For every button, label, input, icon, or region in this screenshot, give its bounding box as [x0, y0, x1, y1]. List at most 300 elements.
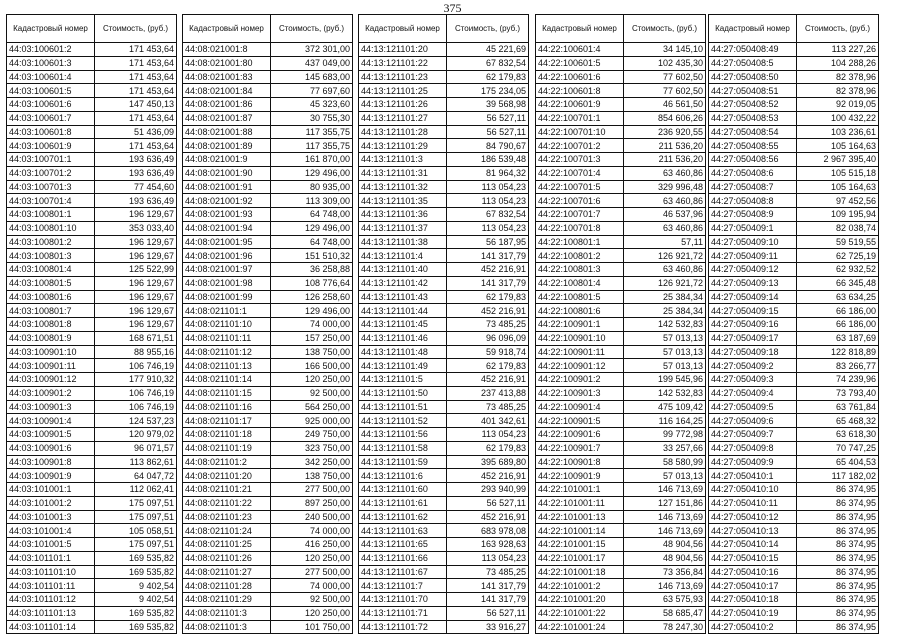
cost-cell: 141 317,79: [447, 276, 529, 290]
cadastral-number-cell: 44:03:100801:8: [7, 318, 95, 332]
cadastral-number-cell: 44:08:021101:1: [183, 304, 271, 318]
table-row: [7, 56, 177, 70]
cadastral-number-cell: 44:08:021101:28: [183, 579, 271, 593]
cost-cell: 171 453,64: [95, 56, 177, 70]
table-row: [359, 304, 529, 318]
cadastral-number-cell: 44:27:050408:50: [709, 70, 797, 84]
cadastral-number-cell: 44:03:100901:6: [7, 441, 95, 455]
cost-cell: 86 374,95: [797, 496, 879, 510]
cadastral-number-cell: 44:13:121101:51: [359, 400, 447, 414]
cost-cell: 171 453,64: [95, 139, 177, 153]
table-row: [183, 538, 353, 552]
cost-cell: 82 378,96: [797, 70, 879, 84]
table-row: [7, 139, 177, 153]
cadastral-number-cell: 44:08:021101:26: [183, 551, 271, 565]
table-row: [536, 180, 706, 194]
cadastral-number-cell: 44:08:021001:90: [183, 166, 271, 180]
cadastral-number-cell: 44:03:100801:1: [7, 208, 95, 222]
cost-cell: 106 746,19: [95, 400, 177, 414]
cost-cell: 112 062,41: [95, 483, 177, 497]
table-row: [536, 428, 706, 442]
cadastral-number-cell: 44:13:121101:63: [359, 524, 447, 538]
cost-cell: 56 527,11: [447, 111, 529, 125]
cadastral-number-cell: 44:22:100901:3: [536, 386, 624, 400]
cadastral-number-cell: 44:08:021101:3: [183, 620, 271, 634]
table-row: [183, 620, 353, 634]
cadastral-number-cell: 44:22:100701:5: [536, 180, 624, 194]
table-row: [709, 249, 879, 263]
cost-cell: 46 561,50: [624, 98, 706, 112]
cost-cell: 564 250,00: [271, 400, 353, 414]
table-row: [709, 606, 879, 620]
cadastral-number-cell: 44:27:050408:52: [709, 98, 797, 112]
table-row: [709, 70, 879, 84]
cost-cell: 175 234,05: [447, 84, 529, 98]
cost-cell: 157 250,00: [271, 331, 353, 345]
cost-cell: 59 918,74: [447, 345, 529, 359]
table-row: [7, 111, 177, 125]
cost-cell: 63 460,86: [624, 221, 706, 235]
cadastral-number-cell: 44:27:050408:9: [709, 208, 797, 222]
table-row: [709, 565, 879, 579]
table-row: [709, 496, 879, 510]
cost-cell: 82 038,74: [797, 221, 879, 235]
table-row: [7, 469, 177, 483]
cost-cell: 48 904,56: [624, 538, 706, 552]
cost-cell: 199 545,96: [624, 373, 706, 387]
table-row: [709, 221, 879, 235]
cadastral-number-cell: 44:13:121101:49: [359, 359, 447, 373]
cost-cell: 9 402,54: [95, 593, 177, 607]
cost-cell: 66 345,48: [797, 276, 879, 290]
cadastral-number-cell: 44:22:100801:6: [536, 304, 624, 318]
cost-cell: 169 535,82: [95, 620, 177, 634]
cadastral-number-cell: 44:03:101001:4: [7, 524, 95, 538]
cadastral-number-cell: 44:27:050408:8: [709, 194, 797, 208]
cost-cell: 33 257,66: [624, 441, 706, 455]
cost-cell: 57 013,13: [624, 345, 706, 359]
header-cadastral-number: Кадастровый номер: [359, 15, 447, 43]
table-row: [7, 606, 177, 620]
cost-cell: 277 500,00: [271, 483, 353, 497]
cadastral-number-cell: 44:03:100901:12: [7, 373, 95, 387]
cost-cell: 166 500,00: [271, 359, 353, 373]
cost-cell: 67 832,54: [447, 56, 529, 70]
table-row: [536, 276, 706, 290]
cadastral-number-cell: 44:22:100801:5: [536, 290, 624, 304]
table-row: [183, 98, 353, 112]
table-row: [7, 496, 177, 510]
cadastral-number-cell: 44:03:101001:1: [7, 483, 95, 497]
cadastral-number-cell: 44:22:100901:10: [536, 331, 624, 345]
table-row: [536, 593, 706, 607]
cost-cell: 108 776,64: [271, 276, 353, 290]
table-row: [709, 111, 879, 125]
table-row: [183, 496, 353, 510]
cadastral-number-cell: 44:03:100801:7: [7, 304, 95, 318]
cost-cell: 62 932,52: [797, 263, 879, 277]
cost-cell: 168 671,51: [95, 331, 177, 345]
cost-cell: 146 713,69: [624, 510, 706, 524]
cadastral-number-cell: 44:22:101001:1: [536, 483, 624, 497]
cost-cell: 88 955,16: [95, 345, 177, 359]
table-row: [536, 70, 706, 84]
table-row: [7, 538, 177, 552]
cost-cell: 30 755,30: [271, 111, 353, 125]
cost-cell: 175 097,51: [95, 538, 177, 552]
cadastral-number-cell: 44:08:021101:11: [183, 331, 271, 345]
table-row: [536, 400, 706, 414]
cadastral-number-cell: 44:22:100901:12: [536, 359, 624, 373]
table-row: [536, 318, 706, 332]
table-row: [359, 125, 529, 139]
cadastral-number-cell: 44:03:100601:5: [7, 84, 95, 98]
cost-cell: 74 000,00: [271, 318, 353, 332]
table-row: [709, 593, 879, 607]
cost-cell: 125 522,99: [95, 263, 177, 277]
cost-cell: 64 748,00: [271, 235, 353, 249]
cadastral-number-cell: 44:13:121101:26: [359, 98, 447, 112]
cost-cell: 113 054,23: [447, 551, 529, 565]
cadastral-number-cell: 44:03:100601:9: [7, 139, 95, 153]
cadastral-number-cell: 44:03:100901:10: [7, 345, 95, 359]
header-cadastral-number: Кадастровый номер: [536, 15, 624, 43]
table-row: [7, 359, 177, 373]
cost-cell: 342 250,00: [271, 455, 353, 469]
table-row: [7, 441, 177, 455]
table-row: [709, 441, 879, 455]
cost-cell: 56 187,95: [447, 235, 529, 249]
table-row: [183, 111, 353, 125]
table-row: [7, 510, 177, 524]
table-row: [7, 263, 177, 277]
cadastral-number-cell: 44:03:101001:2: [7, 496, 95, 510]
cadastral-number-cell: 44:27:050408:53: [709, 111, 797, 125]
table-row: [709, 538, 879, 552]
cadastral-number-cell: 44:03:100901:3: [7, 400, 95, 414]
cadastral-number-cell: 44:03:100801:2: [7, 235, 95, 249]
cost-cell: 175 097,51: [95, 496, 177, 510]
cadastral-number-cell: 44:08:021001:98: [183, 276, 271, 290]
cadastral-number-cell: 44:03:100701:3: [7, 180, 95, 194]
cost-cell: 122 818,89: [797, 345, 879, 359]
cadastral-number-cell: 44:22:100601:8: [536, 84, 624, 98]
table-row: [536, 304, 706, 318]
table-row: [7, 276, 177, 290]
table-row: [709, 180, 879, 194]
cadastral-number-cell: 44:13:121101:3: [359, 153, 447, 167]
cost-cell: 70 747,25: [797, 441, 879, 455]
cadastral-number-cell: 44:03:100801:4: [7, 263, 95, 277]
table-row: [7, 551, 177, 565]
table-row: [7, 194, 177, 208]
cadastral-number-cell: 44:03:100801:9: [7, 331, 95, 345]
table-row: [709, 125, 879, 139]
cadastral-number-cell: 44:22:100601:9: [536, 98, 624, 112]
cost-cell: 25 384,34: [624, 290, 706, 304]
cost-cell: 142 532,83: [624, 386, 706, 400]
cost-cell: 169 535,82: [95, 565, 177, 579]
cost-cell: 129 496,00: [271, 304, 353, 318]
cadastral-number-cell: 44:13:121101:44: [359, 304, 447, 318]
cadastral-number-cell: 44:08:021001:84: [183, 84, 271, 98]
cost-cell: 101 750,00: [271, 620, 353, 634]
table-row: [359, 84, 529, 98]
cadastral-number-cell: 44:08:021101:18: [183, 428, 271, 442]
cost-cell: 74 239,96: [797, 373, 879, 387]
cost-cell: 120 979,02: [95, 428, 177, 442]
table-row: [359, 139, 529, 153]
cost-cell: 237 413,88: [447, 386, 529, 400]
cadastral-number-cell: 44:22:100801:1: [536, 235, 624, 249]
table-row: [359, 70, 529, 84]
page-number: 375: [443, 1, 462, 15]
cost-cell: 46 537,96: [624, 208, 706, 222]
cadastral-number-cell: 44:27:050410:17: [709, 579, 797, 593]
cadastral-number-cell: 44:13:121101:32: [359, 180, 447, 194]
table-row: [536, 263, 706, 277]
cadastral-number-cell: 44:27:050408:51: [709, 84, 797, 98]
cadastral-number-cell: 44:13:121101:62: [359, 510, 447, 524]
table-row: [359, 180, 529, 194]
cost-cell: 113 862,61: [95, 455, 177, 469]
cadastral-number-cell: 44:27:050410:15: [709, 551, 797, 565]
cadastral-number-cell: 44:22:100901:2: [536, 373, 624, 387]
cost-cell: 86 374,95: [797, 606, 879, 620]
cost-cell: 126 921,72: [624, 249, 706, 263]
table-row: [183, 235, 353, 249]
cadastral-number-cell: 44:13:121101:52: [359, 414, 447, 428]
cadastral-number-cell: 44:03:100801:10: [7, 221, 95, 235]
cost-cell: 63 575,93: [624, 593, 706, 607]
cadastral-number-cell: 44:13:121101:50: [359, 386, 447, 400]
cost-cell: 175 097,51: [95, 510, 177, 524]
table-row: [183, 565, 353, 579]
cost-cell: 56 527,11: [447, 125, 529, 139]
cadastral-number-cell: 44:27:050410:19: [709, 606, 797, 620]
cost-cell: 437 049,00: [271, 56, 353, 70]
table-row: [359, 98, 529, 112]
cadastral-number-cell: 44:03:100601:6: [7, 98, 95, 112]
cadastral-number-cell: 44:13:121101:5: [359, 373, 447, 387]
cadastral-number-cell: 44:22:100901:11: [536, 345, 624, 359]
cadastral-number-cell: 44:13:121101:40: [359, 263, 447, 277]
table-row: [359, 538, 529, 552]
cadastral-number-cell: 44:03:100701:2: [7, 166, 95, 180]
cadastral-number-cell: 44:08:021001:93: [183, 208, 271, 222]
table-row: [7, 98, 177, 112]
cadastral-number-cell: 44:03:101101:1: [7, 551, 95, 565]
table-row: [183, 386, 353, 400]
cost-cell: 62 179,83: [447, 441, 529, 455]
cadastral-number-cell: 44:22:100601:4: [536, 43, 624, 57]
cadastral-number-cell: 44:13:121101:36: [359, 208, 447, 222]
cost-cell: 64 748,00: [271, 208, 353, 222]
cadastral-number-cell: 44:22:100801:2: [536, 249, 624, 263]
cadastral-number-cell: 44:22:100601:6: [536, 70, 624, 84]
cadastral-number-cell: 44:08:021001:97: [183, 263, 271, 277]
cost-cell: 39 568,98: [447, 98, 529, 112]
table-row: [359, 496, 529, 510]
cost-cell: 146 713,69: [624, 483, 706, 497]
cost-cell: 9 402,54: [95, 579, 177, 593]
cadastral-number-cell: 44:22:100801:3: [536, 263, 624, 277]
cadastral-number-cell: 44:08:021101:13: [183, 359, 271, 373]
cost-cell: 120 250,00: [271, 373, 353, 387]
cost-cell: 395 689,80: [447, 455, 529, 469]
cost-cell: 77 602,50: [624, 84, 706, 98]
cost-cell: 66 186,00: [797, 304, 879, 318]
cost-cell: 105 515,18: [797, 166, 879, 180]
table-row: [709, 276, 879, 290]
cost-cell: 113 054,23: [447, 180, 529, 194]
cost-cell: 86 374,95: [797, 483, 879, 497]
cadastral-number-cell: 44:13:121101:71: [359, 606, 447, 620]
cost-cell: 92 500,00: [271, 386, 353, 400]
cost-cell: 92 019,05: [797, 98, 879, 112]
cost-cell: 113 227,26: [797, 43, 879, 57]
table-row: [7, 331, 177, 345]
table-row: [709, 620, 879, 634]
cost-cell: 63 187,69: [797, 331, 879, 345]
table-row: [183, 510, 353, 524]
cost-cell: 323 750,00: [271, 441, 353, 455]
table-row: [709, 43, 879, 57]
table-row: [709, 428, 879, 442]
cadastral-number-cell: 44:27:050410:18: [709, 593, 797, 607]
cadastral-number-cell: 44:27:050409:3: [709, 373, 797, 387]
cost-cell: 106 746,19: [95, 386, 177, 400]
table-row: [359, 579, 529, 593]
cost-cell: 161 870,00: [271, 153, 353, 167]
cadastral-number-cell: 44:27:050409:5: [709, 400, 797, 414]
cost-cell: 116 164,25: [624, 414, 706, 428]
table-row: [709, 318, 879, 332]
header-cost: Стоимость, (руб.): [624, 15, 706, 43]
cadastral-number-cell: 44:27:050408:5: [709, 56, 797, 70]
table-row: [536, 290, 706, 304]
table-row: [183, 483, 353, 497]
cost-cell: 65 404,53: [797, 455, 879, 469]
cadastral-number-cell: 44:08:021101:15: [183, 386, 271, 400]
header-cost: Стоимость, (руб.): [797, 15, 879, 43]
cadastral-number-cell: 44:08:021101:2: [183, 455, 271, 469]
table-row: [359, 414, 529, 428]
cadastral-number-cell: 44:03:100801:3: [7, 249, 95, 263]
cost-cell: 33 916,27: [447, 620, 529, 634]
cadastral-number-cell: 44:27:050409:17: [709, 331, 797, 345]
header-cadastral-number: Кадастровый номер: [709, 15, 797, 43]
table-row: [536, 620, 706, 634]
cost-cell: 73 485,25: [447, 318, 529, 332]
table-row: [359, 235, 529, 249]
cost-cell: 452 216,91: [447, 469, 529, 483]
table-row: [536, 565, 706, 579]
table-row: [183, 166, 353, 180]
table-row: [536, 43, 706, 57]
table-row: [536, 235, 706, 249]
cost-cell: 196 129,67: [95, 235, 177, 249]
table-row: [7, 235, 177, 249]
cadastral-number-cell: 44:22:100901:6: [536, 428, 624, 442]
table-row: [183, 373, 353, 387]
cadastral-number-cell: 44:13:121101:6: [359, 469, 447, 483]
cadastral-number-cell: 44:08:021001:99: [183, 290, 271, 304]
cost-cell: 86 374,95: [797, 510, 879, 524]
cadastral-number-cell: 44:22:101001:2: [536, 579, 624, 593]
table-row: [536, 139, 706, 153]
cadastral-number-cell: 44:22:101001:17: [536, 551, 624, 565]
cadastral-number-cell: 44:13:121101:20: [359, 43, 447, 57]
cost-cell: 77 697,60: [271, 84, 353, 98]
cost-cell: 104 288,26: [797, 56, 879, 70]
cadastral-number-cell: 44:03:100901:4: [7, 414, 95, 428]
table-row: [7, 318, 177, 332]
table-row: [7, 593, 177, 607]
cost-cell: 236 920,55: [624, 125, 706, 139]
table-row: [536, 455, 706, 469]
table-row: [7, 208, 177, 222]
cost-cell: 196 129,67: [95, 318, 177, 332]
cost-cell: 113 054,23: [447, 428, 529, 442]
cost-cell: 57 013,13: [624, 331, 706, 345]
cost-cell: 57 013,13: [624, 359, 706, 373]
table-row: [536, 469, 706, 483]
table-row: [7, 153, 177, 167]
table-row: [536, 606, 706, 620]
table-row: [183, 345, 353, 359]
cost-cell: 196 129,67: [95, 208, 177, 222]
cadastral-number-cell: 44:03:101101:11: [7, 579, 95, 593]
cadastral-number-cell: 44:22:101001:11: [536, 496, 624, 510]
cost-cell: 416 250,00: [271, 538, 353, 552]
cadastral-number-cell: 44:22:100701:8: [536, 221, 624, 235]
cadastral-number-cell: 44:22:101001:20: [536, 593, 624, 607]
table-row: [709, 263, 879, 277]
table-row: [709, 373, 879, 387]
cost-cell: 169 535,82: [95, 606, 177, 620]
table-row: [359, 263, 529, 277]
cost-cell: 102 435,30: [624, 56, 706, 70]
cost-cell: 452 216,91: [447, 510, 529, 524]
cadastral-number-cell: 44:13:121101:23: [359, 70, 447, 84]
cadastral-number-cell: 44:27:050409:15: [709, 304, 797, 318]
cadastral-number-cell: 44:03:101101:12: [7, 593, 95, 607]
cadastral-number-cell: 44:08:021101:29: [183, 593, 271, 607]
table-row: [359, 469, 529, 483]
table-row: [359, 290, 529, 304]
table-row: [536, 84, 706, 98]
table-row: [183, 606, 353, 620]
cost-cell: 171 453,64: [95, 111, 177, 125]
table-row: [709, 290, 879, 304]
cadastral-number-cell: 44:08:021001:96: [183, 249, 271, 263]
cadastral-number-cell: 44:03:100901:2: [7, 386, 95, 400]
cost-cell: 452 216,91: [447, 304, 529, 318]
table-row: [536, 359, 706, 373]
cost-cell: 196 129,67: [95, 276, 177, 290]
cadastral-number-cell: 44:08:021101:21: [183, 483, 271, 497]
cost-cell: 196 129,67: [95, 304, 177, 318]
cadastral-number-cell: 44:08:021001:95: [183, 235, 271, 249]
cadastral-number-cell: 44:22:100601:5: [536, 56, 624, 70]
table-row: [709, 208, 879, 222]
cadastral-number-cell: 44:08:021001:92: [183, 194, 271, 208]
cadastral-number-cell: 44:13:121101:61: [359, 496, 447, 510]
cadastral-number-cell: 44:08:021001:80: [183, 56, 271, 70]
table-row: [359, 551, 529, 565]
table-row: [709, 194, 879, 208]
